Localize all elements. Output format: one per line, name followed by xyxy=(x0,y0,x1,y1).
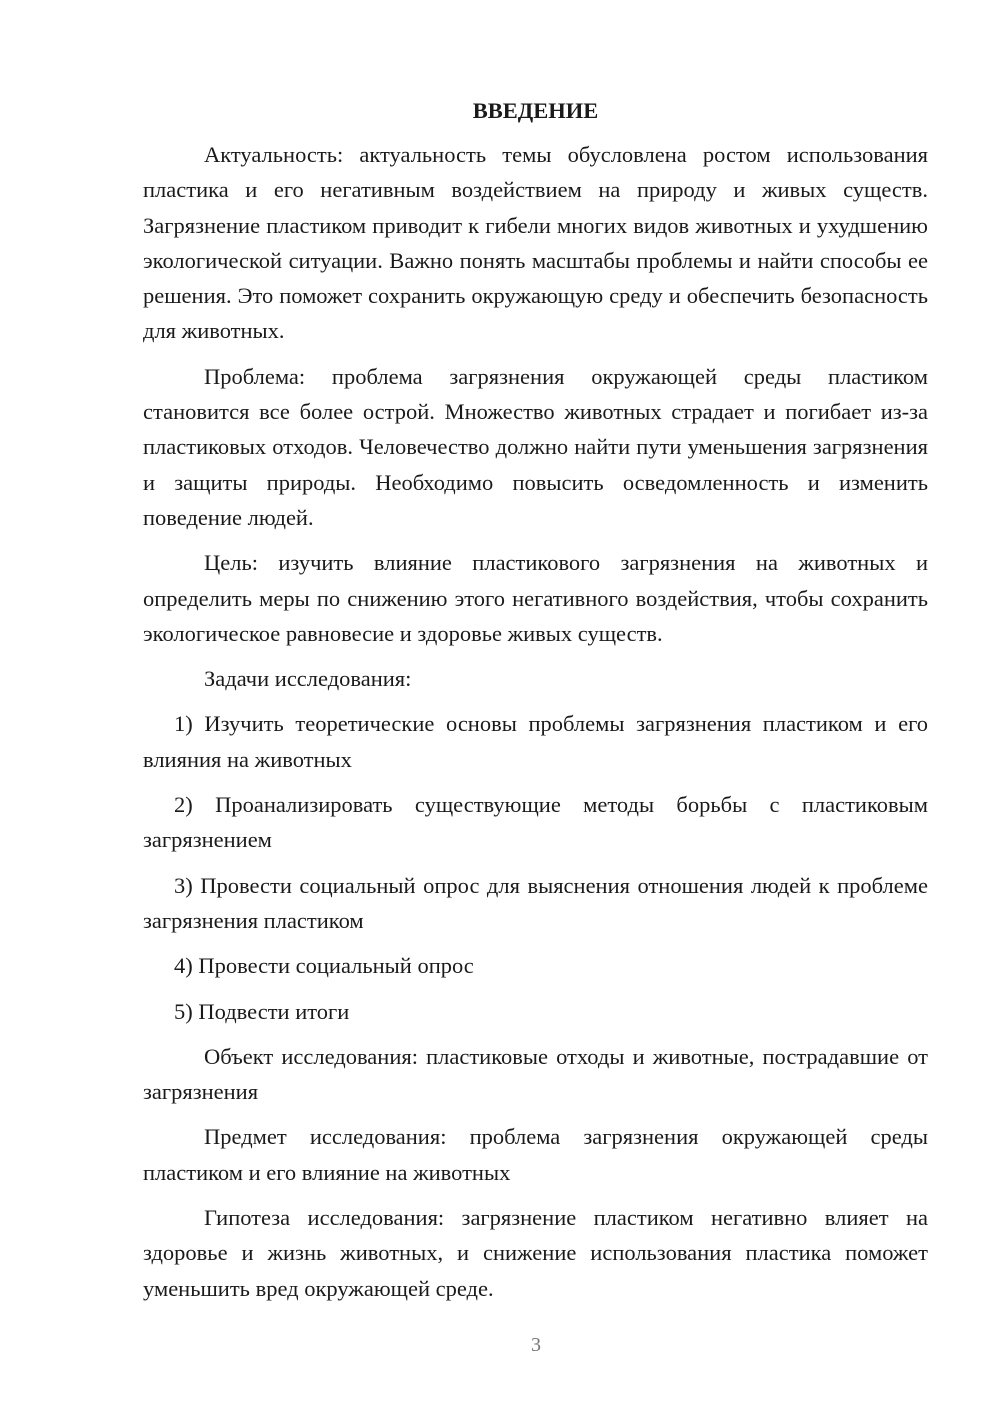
task-item-4: 4) Провести социальный опрос xyxy=(174,953,474,979)
subject-paragraph: Предмет исследования: проблема загрязнения окружающей среды пластиком и его влияние на животных xyxy=(143,1124,928,1185)
task-item-1: 1) Изучить теоретические основы проблемы загрязнения пластиком и его влияния на животных xyxy=(143,711,928,772)
document-body xyxy=(143,93,928,1316)
relevance-paragraph: Актуальность: актуальность темы обусловлена ростом использования пластика и его негативным воздействием на природу и живых существ. Загрязнение пластиком приводит к гибели многих видов животных и ухудшению экологической ситуации. Важно понять масштабы проблемы и найти способы ее решения. Это поможет сохранить окружающую среду и обеспечить безопасность для животных. xyxy=(143,142,928,344)
object-paragraph: Объект исследования: пластиковые отходы и животные, пострадавшие от загрязнения xyxy=(143,1043,928,1105)
section-title: ВВЕДЕНИЕ xyxy=(472,98,599,123)
task-item-2: 2) Проанализировать существующие методы борьбы с пластиковым загрязнением xyxy=(143,792,928,853)
task-item-5: 5) Подвести итоги xyxy=(174,998,350,1024)
tasks-heading: Задачи исследования: xyxy=(204,666,412,692)
page-number: 3 xyxy=(531,1334,541,1356)
goal-paragraph: Цель: изучить влияние пластикового загрязнения на животных и определить меры по снижению этого негативного воздействия, чтобы сохранить экологическое равновесие и здоровье живых существ. xyxy=(143,550,928,646)
problem-paragraph: Проблема: проблема загрязнения окружающей среды пластиком становится все более острой. Множество животных страдает и погибает из-за пластиковых отходов. Человечество должно найти пути уменьшения загрязнения и защиты природы. Необходимо повысить осведомленность и изменить поведение людей. xyxy=(143,363,928,530)
hypothesis-paragraph: Гипотеза исследования: загрязнение пластиком негативно влияет на здоровье и жизнь животных, и снижение использования пластика поможет уменьшить вред окружающей среде. xyxy=(143,1205,928,1301)
task-item-3: 3) Провести социальный опрос для выяснения отношения людей к проблеме загрязнения пластиком xyxy=(143,872,928,933)
